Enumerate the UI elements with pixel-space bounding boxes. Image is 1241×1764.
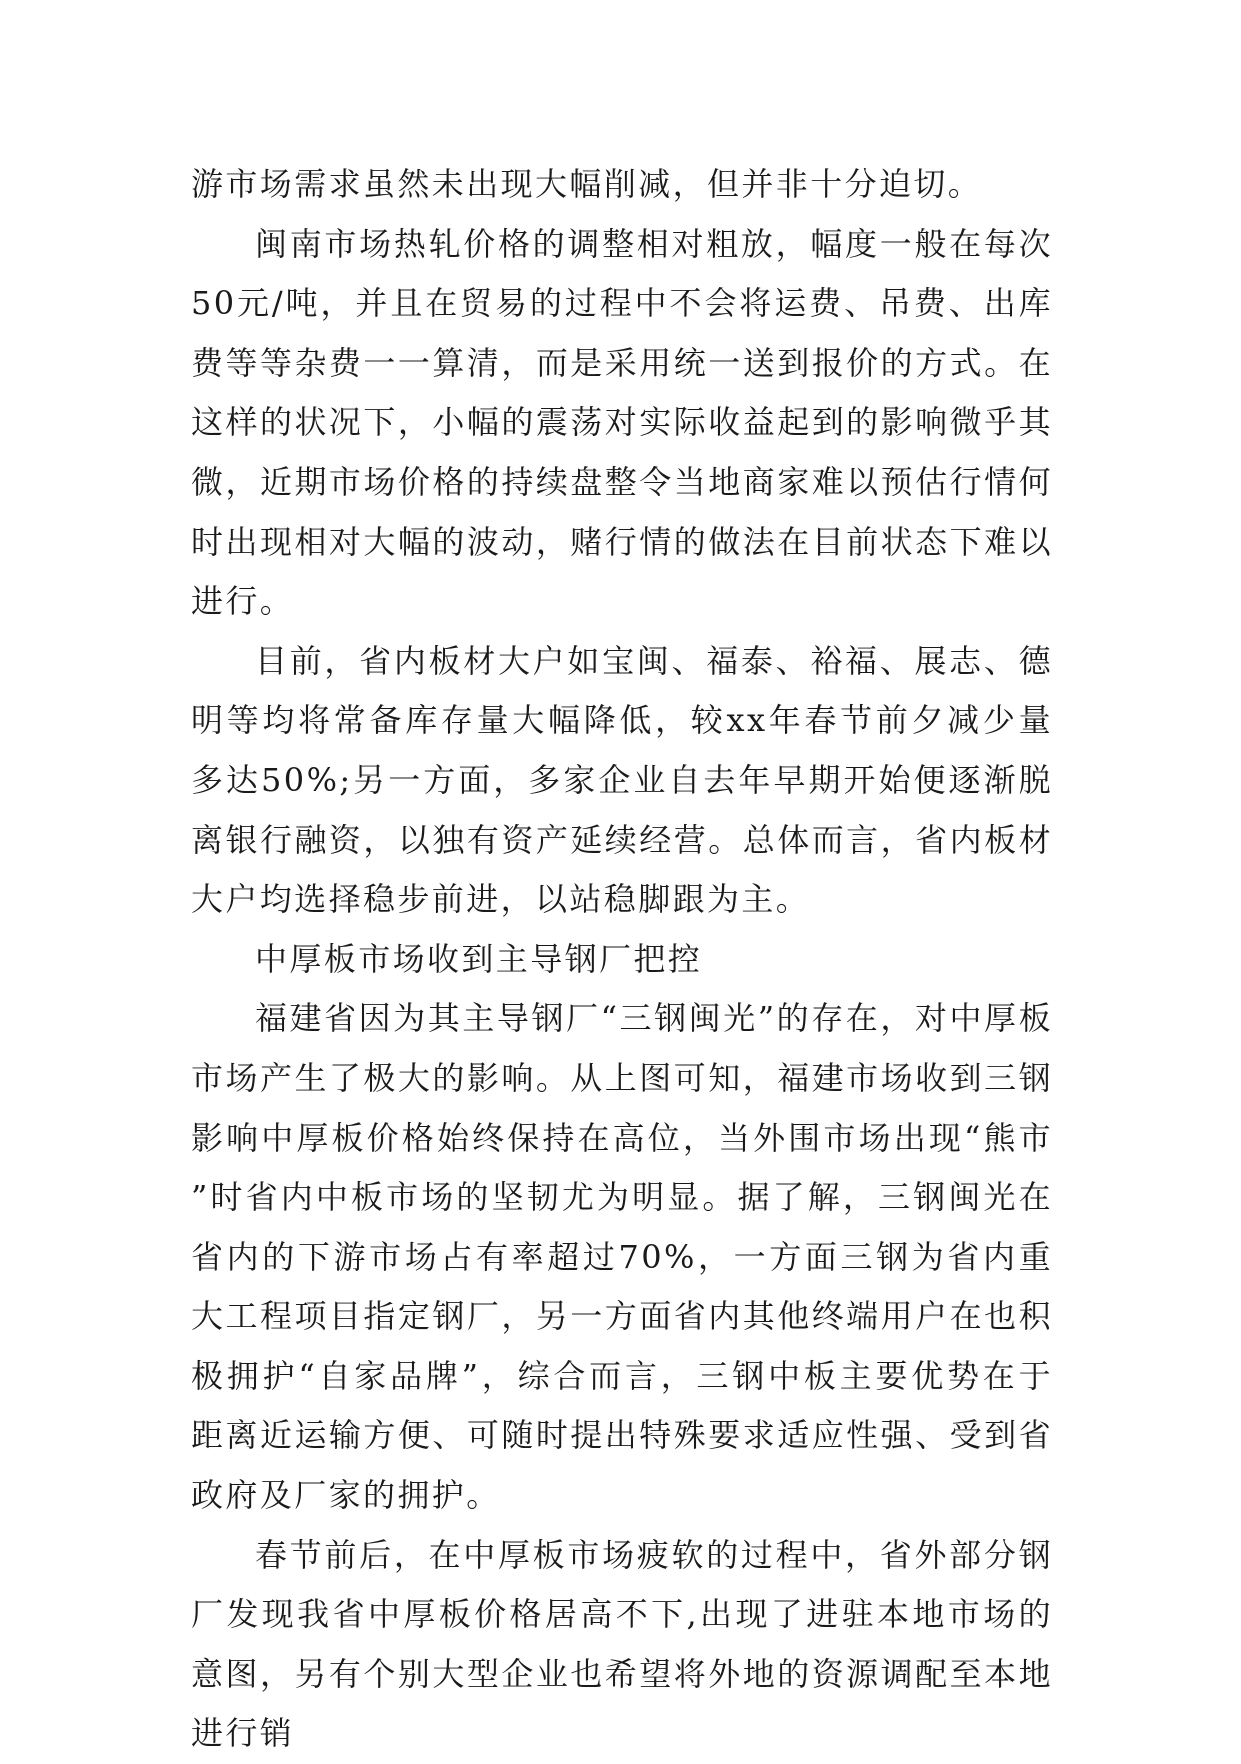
body-text xyxy=(191,155,1053,1764)
paragraph-sangang-influence: 福建省因为其主导钢厂“三钢闽光”的存在，对中厚板市场产生了极大的影响。从上图可知，福建市场收到三钢影响中厚板价格始终保持在高位，当外围市场出现“熊市”时省内中板市场的坚韧尤为明显。据了解，三钢闽光在省内的下游市场占有率超过70%，一方面三钢为省内重大工程项目指定钢厂，另一方面省内其他终端用户在也积极拥护“自家品牌”，综合而言，三钢中板主要优势在于距离近运输方便、可随时提出特殊要求适应性强、受到省政府及厂家的拥护。 xyxy=(191,999,1053,1515)
paragraph-spring-festival: 春节前后，在中厚板市场疲软的过程中，省外部分钢厂发现我省中厚板价格居高不下,出现了进驻本地市场的意图，另有个别大型企业也希望将外地的资源调配至本地进行销 xyxy=(191,1535,1053,1753)
paragraph-continuation: 游市场需求虽然未出现大幅削减，但并非十分迫切。 xyxy=(191,165,983,203)
section-heading: 中厚板市场收到主导钢厂把控 xyxy=(255,939,703,978)
paragraph-plate-inventory: 目前，省内板材大户如宝闽、福泰、裕福、展志、德明等均将常备库存量大幅降低，较xx年春节前夕减少量多达50%;另一方面，多家企业自去年早期开始便逐渐脱离银行融资，以独有资产延续经营。总体而言，省内板材大户均选择稳步前进，以站稳脚跟为主。 xyxy=(191,641,1053,919)
paragraph-minnan-hot-rolled-pricing: 闽南市场热轧价格的调整相对粗放，幅度一般在每次50元/吨，并且在贸易的过程中不会将运费、吊费、出库费等等杂费一一算清，而是采用统一送到报价的方式。在这样的状况下，小幅的震荡对实际收益起到的影响微乎其微，近期市场价格的持续盘整令当地商家难以预估行情何时出现相对大幅的波动，赌行情的做法在目前状态下难以进行。 xyxy=(191,224,1053,621)
